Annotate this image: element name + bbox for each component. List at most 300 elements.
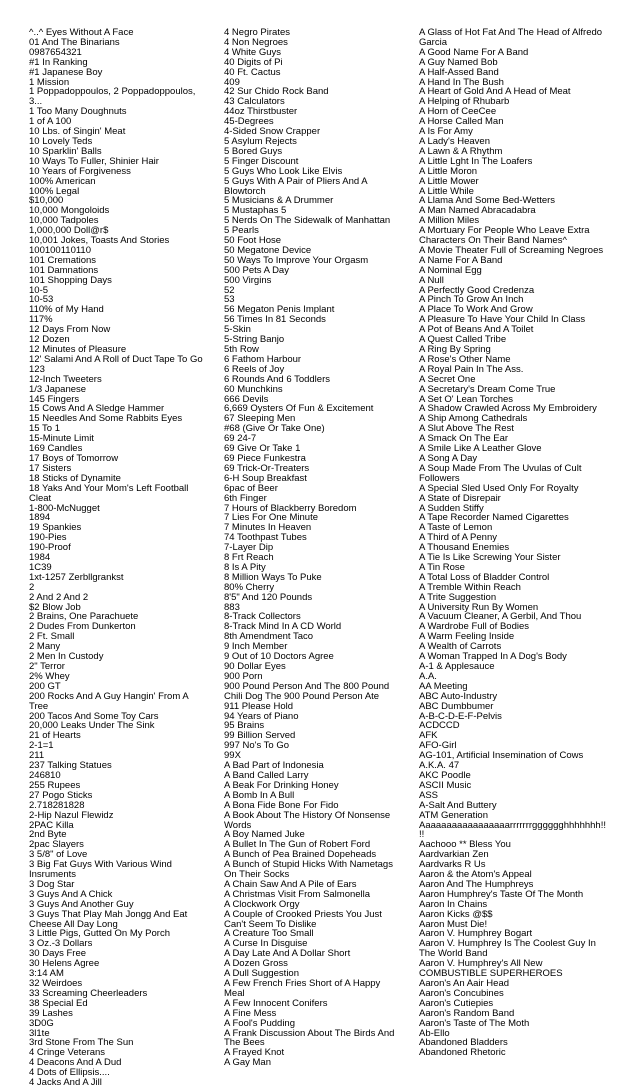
list-item: A Royal Pain In The Ass. xyxy=(419,363,524,375)
list-item: 1984 xyxy=(29,552,51,564)
list-item: 255 Rupees xyxy=(29,779,81,791)
list-item: 10 Sparklin' Balls xyxy=(29,145,102,157)
list-item: 7 Minutes In Heaven xyxy=(224,522,312,534)
list-item: 169 Candles xyxy=(29,443,83,455)
list-item: 43 Calculators xyxy=(224,96,285,108)
list-item: 200 Tacos And Some Toy Cars xyxy=(29,710,159,722)
list-item: 3l1te xyxy=(29,1027,50,1039)
list-item: AKC Poodle xyxy=(419,769,471,781)
list-item: #1 Japanese Boy xyxy=(29,66,103,78)
list-item: 2 Many xyxy=(29,641,61,653)
list-item: 6th Finger xyxy=(224,492,267,504)
list-item: 6 Rounds And 6 Toddlers xyxy=(224,373,330,385)
list-item: 5 Guys Who Look Like Elvis xyxy=(224,165,343,177)
list-item: Aaron's Cutiepies xyxy=(419,997,494,1009)
list-item: Aardvarkian Zen xyxy=(419,849,489,861)
list-item: 8-Track Mind In A CD World xyxy=(224,621,342,633)
list-item: 10 Lovely Teds xyxy=(29,135,93,147)
list-item: 8th Amendment Taco xyxy=(224,631,314,643)
list-item: 3D0G xyxy=(29,1017,54,1029)
list-item: A Little Lght In The Loafers xyxy=(419,155,533,167)
list-item: A Million Miles xyxy=(419,215,480,227)
list-item: A Ring By Spring xyxy=(419,344,491,355)
list-item: 3:14 AM xyxy=(29,968,64,980)
list-item: A Couple of Crooked Priests You Just Can't Seem To Dislike xyxy=(224,908,382,930)
list-item: 50 Ways To Improve Your Orgasm xyxy=(224,254,369,266)
list-item: A Little Mower xyxy=(419,175,479,187)
list-item: A Bomb In A Bull xyxy=(224,789,295,801)
list-item: AFO-Girl xyxy=(419,740,457,752)
list-item: A Secretary's Dream Come True xyxy=(419,383,556,395)
list-item: A Dull Suggestion xyxy=(224,968,299,980)
list-item: 4 Negro Pirates xyxy=(224,27,291,38)
list-item: 50 Megatone Device xyxy=(224,244,312,256)
list-item: 94 Years of Piano xyxy=(224,710,299,722)
list-item: A Place To Work And Grow xyxy=(419,304,533,316)
list-item: A Set O' Lean Torches xyxy=(419,393,514,405)
column-1 xyxy=(29,28,204,1088)
list-item: 2pac Slayers xyxy=(29,839,84,851)
list-item: A Bona Fide Bone For Fido xyxy=(224,799,339,811)
list-item: Aaaaaaaaaaaaaaaaarrrrrrrgggggghhhhhhh!!!! xyxy=(419,819,606,841)
list-item: 2nd Byte xyxy=(29,829,67,841)
list-item: 40 Ft. Cactus xyxy=(224,66,281,78)
list-item: 2 xyxy=(29,581,35,593)
list-item: 2% Whey xyxy=(29,670,70,682)
list-item: 1 Poppadoppoulos, 2 Poppadoppoulos, 3... xyxy=(29,86,196,108)
list-item: 4 Jacks And A Jill xyxy=(29,1077,102,1088)
list-item: 74 Toothpast Tubes xyxy=(224,532,307,544)
list-item: ASCII Music xyxy=(419,779,472,791)
list-item: 33 Screaming Cheerleaders xyxy=(29,987,148,999)
list-item: 12 Dozen xyxy=(29,334,70,346)
list-item: 7 Lies For One Minute xyxy=(224,512,318,524)
list-item: Aaron Kicks @$$ xyxy=(419,908,493,920)
list-item: Abandoned Rhetoric xyxy=(419,1047,506,1059)
list-item: A-1 & Applesauce xyxy=(419,661,495,672)
list-item: 90 Dollar Eyes xyxy=(224,661,286,672)
list-item: 6 Fathom Harbour xyxy=(224,353,302,365)
list-item: #1 In Ranking xyxy=(29,56,88,68)
list-item: A Good Name For A Band xyxy=(419,46,529,58)
list-item: A Book About The History Of Nonsense Words xyxy=(224,809,391,831)
list-item: A Trite Suggestion xyxy=(419,591,497,603)
list-item: 12-Inch Tweeters xyxy=(29,373,102,385)
list-item: 2 And 2 And 2 xyxy=(29,591,89,603)
list-item: Aaron & the Atom's Appeal xyxy=(419,869,532,881)
list-item: A Tremble Within Reach xyxy=(419,581,521,593)
list-item: A Secret One xyxy=(419,373,476,385)
list-item: 5 Bored Guys xyxy=(224,145,283,157)
list-item: A Frank Discussion About The Birds And The Bees xyxy=(224,1027,395,1049)
list-item: ASS xyxy=(419,789,439,801)
list-item: 44oz Thirstbuster xyxy=(224,106,298,118)
list-item: 15 Cows And A Sledge Hammer xyxy=(29,403,165,415)
list-item: 100% American xyxy=(29,175,96,187)
list-item: A Lawn & A Rhythm xyxy=(419,145,503,157)
list-item: 32 Weirdoes xyxy=(29,978,83,989)
list-item: 5th Row xyxy=(224,344,259,355)
list-item: 12 Minutes of Pleasure xyxy=(29,344,127,355)
list-item: 80% Cherry xyxy=(224,581,275,593)
list-item: 38 Special Ed xyxy=(29,997,88,1009)
list-item: A Horse Called Man xyxy=(419,116,504,128)
list-item: 1xt-1257 Zerbllgrankst xyxy=(29,571,124,583)
list-item: 4 White Guys xyxy=(224,46,282,58)
list-item: A Smile Like A Leather Glove xyxy=(419,443,542,455)
list-item: 56 Times In 81 Seconds xyxy=(224,314,326,326)
list-item: A Boy Named Juke xyxy=(224,829,305,841)
list-item: A Wardrobe Full of Bodies xyxy=(419,621,530,633)
list-item: 409 xyxy=(224,76,240,88)
list-item: 5 Mustaphas 5 xyxy=(224,205,287,217)
list-item: 5 Finger Discount xyxy=(224,155,299,167)
list-item: 3 Little Pigs, Gutted On My Porch xyxy=(29,928,170,940)
list-item: 110% of My Hand xyxy=(29,304,104,316)
list-item: $2 Blow Job xyxy=(29,601,81,613)
list-item: A Frayed Knot xyxy=(224,1047,285,1059)
list-item: 0987654321 xyxy=(29,46,82,58)
list-item: A Fool's Pudding xyxy=(224,1017,295,1029)
list-item: A Pot of Beans And A Toilet xyxy=(419,324,534,336)
list-item: A Slut Above The Rest xyxy=(419,423,514,435)
list-item: A.K.A. 47 xyxy=(419,760,460,772)
list-item: 15-Minute Limit xyxy=(29,433,94,445)
list-item: A Pinch To Grow An Inch xyxy=(419,294,524,306)
list-item: 3 Guys That Play Mah Jongg And Eat Cheese All Day Long xyxy=(29,908,188,930)
list-item: A Pleasure To Have Your Child In Class xyxy=(419,314,586,326)
list-item: 10,000 Tadpoles xyxy=(29,215,99,227)
list-item: 21 of Hearts xyxy=(29,730,81,742)
list-item: A Warm Feeling Inside xyxy=(419,631,515,643)
list-item: Aaron V. Humphrey Is The Coolest Guy In The World Band xyxy=(419,938,596,960)
list-item: 17 Boys of Tomorrow xyxy=(29,452,119,464)
list-item: A Soup Made From The Uvulas of Cult Followers xyxy=(419,462,582,484)
list-item: 27 Pogo Sticks xyxy=(29,789,93,801)
list-item: ^..^ Eyes Without A Face xyxy=(29,27,134,38)
list-item: AFK xyxy=(419,730,438,742)
list-item: A Song A Day xyxy=(419,452,478,464)
list-item: A Vacuum Cleaner, A Gerbil, And Thou xyxy=(419,611,582,623)
list-item: 4 Deacons And A Dud xyxy=(29,1057,122,1069)
list-item: 2" Terror xyxy=(29,661,65,672)
list-item: A Glass of Hot Fat And The Head of Alfredo Garcia xyxy=(419,27,603,48)
list-item: 5 Musicians & A Drummer xyxy=(224,195,334,207)
list-item: 200 Rocks And A Guy Hangin' From A Tree xyxy=(29,690,189,712)
list-item: 8 Frt Reach xyxy=(224,552,274,564)
list-item: 500 Virgins xyxy=(224,274,272,286)
list-item: A Special Sled Used Only For Royalty xyxy=(419,482,579,494)
list-item: 42 Sur Chido Rock Band xyxy=(224,86,329,98)
list-item: ATM Generation xyxy=(419,809,488,821)
list-item: Aaron V. Humphrey's All New COMBUSTIBLE SUPERHEROES xyxy=(419,958,563,980)
list-item: A Bullet In The Gun of Robert Ford xyxy=(224,839,371,851)
list-item: 8'5" And 120 Pounds xyxy=(224,591,313,603)
list-item: Aaron's Random Band xyxy=(419,1007,515,1019)
list-item: 190-Pies xyxy=(29,532,67,544)
list-item: A Llama And Some Bed-Wetters xyxy=(419,195,556,207)
list-item: A Bad Part of Indonesia xyxy=(224,760,324,772)
list-item: 8 Million Ways To Puke xyxy=(224,571,322,583)
list-item: 2 Brains, One Parachuete xyxy=(29,611,139,623)
list-item: Aaron Humphrey's Taste Of The Month xyxy=(419,888,584,900)
list-item: 883 xyxy=(224,601,240,613)
list-item: 10-5 xyxy=(29,284,49,296)
list-item: 12 Days From Now xyxy=(29,324,111,336)
list-item: 53 xyxy=(224,294,235,306)
list-item: 01 And The Binarians xyxy=(29,36,120,48)
column-3 xyxy=(419,28,607,1058)
list-item: A Clockwork Orgy xyxy=(224,898,300,910)
list-item: Aachooo ** Bless You xyxy=(419,839,511,851)
list-item: A Christmas Visit From Salmonella xyxy=(224,888,371,900)
list-item: A Thousand Enemies xyxy=(419,542,510,554)
list-item: A Ship Among Cathedrals xyxy=(419,413,528,425)
list-item: A Little While xyxy=(419,185,474,197)
list-item: 6-H Soup Breakfast xyxy=(224,472,307,484)
list-item: #68 (Give Or Take One) xyxy=(224,423,325,435)
column-2 xyxy=(224,28,399,1068)
list-item: 9 Out of 10 Doctors Agree xyxy=(224,651,334,663)
list-item: 4 Dots of Ellipsis.... xyxy=(29,1067,110,1079)
list-item: 2-Hip Nazul Flewidz xyxy=(29,809,114,821)
list-item: A Mortuary For People Who Leave Extra Characters On Their Band Names^ xyxy=(419,225,590,247)
list-item: 4 Non Negroes xyxy=(224,36,288,48)
list-item: 1894 xyxy=(29,512,51,524)
list-item: 30 Helens Agree xyxy=(29,958,100,970)
list-item: A Rose's Other Name xyxy=(419,353,511,365)
list-item: 2 Ft. Small xyxy=(29,631,75,643)
list-item: A Day Late And A Dollar Short xyxy=(224,948,351,960)
list-item: 666 Devils xyxy=(224,393,269,405)
list-item: A Shadow Crawled Across My Embroidery xyxy=(419,403,597,415)
list-item: Aardvarks R Us xyxy=(419,859,486,871)
list-item: 5-Skin xyxy=(224,324,251,336)
list-item: 2 Men In Custody xyxy=(29,651,104,663)
list-item: 7 Hours of Blackberry Boredom xyxy=(224,502,357,514)
list-item: A Sudden Stiffy xyxy=(419,502,484,514)
list-item: 99 Billion Served xyxy=(224,730,296,742)
list-item: 69 Give Or Take 1 xyxy=(224,443,301,455)
list-item: A Hand In The Bush xyxy=(419,76,504,88)
list-item: 1/3 Japanese xyxy=(29,383,87,395)
list-item: A Man Named Abracadabra xyxy=(419,205,536,217)
list-item: A Null xyxy=(419,274,444,286)
list-item: 101 Cremations xyxy=(29,254,97,266)
list-item: 3rd Stone From The Sun xyxy=(29,1037,134,1049)
list-item: 4-Sided Snow Crapper xyxy=(224,126,321,138)
list-item: 10 Lbs. of Singin' Meat xyxy=(29,126,126,138)
list-item: 123 xyxy=(29,363,45,375)
list-item: A Is For Amy xyxy=(419,126,473,138)
list-item: 19 Spankies xyxy=(29,522,82,534)
list-item: 1 of A 100 xyxy=(29,116,72,128)
list-item: 3 5/8" of Love xyxy=(29,849,88,861)
list-item: A Helping of Rhubarb xyxy=(419,96,510,108)
list-item: 18 Yaks And Your Mom's Left Football Cleat xyxy=(29,482,189,504)
list-item: A Lady's Heaven xyxy=(419,135,490,147)
list-item: 60 Munchkins xyxy=(224,383,283,395)
list-item: 50 Foot Hose xyxy=(224,235,282,247)
list-item: A Horn of CeeCee xyxy=(419,106,497,118)
list-item: 30 Days Free xyxy=(29,948,87,960)
list-item: A-B-C-D-E-F-Pelvis xyxy=(419,710,502,722)
list-item: A Third of A Penny xyxy=(419,532,497,544)
list-item: A Heart of Gold And A Head of Meat xyxy=(419,86,571,98)
list-item: A Tape Recorder Named Cigarettes xyxy=(419,512,569,524)
list-item: 101 Shopping Days xyxy=(29,274,112,286)
list-item: A Total Loss of Bladder Control xyxy=(419,571,550,583)
list-item: 190-Proof xyxy=(29,542,71,554)
list-item: 500 Pets A Day xyxy=(224,264,289,276)
list-item: 3 Guys And Another Guy xyxy=(29,898,134,910)
list-item: A Gay Man xyxy=(224,1057,271,1069)
list-item: 1C39 xyxy=(29,561,52,573)
list-item: Aaron In Chains xyxy=(419,898,488,910)
list-item: 1-800-McNugget xyxy=(29,502,100,514)
list-item: 10 Ways To Fuller, Shinier Hair xyxy=(29,155,159,167)
list-item: 101 Damnations xyxy=(29,264,99,276)
list-item: 10 Years of Forgiveness xyxy=(29,165,131,177)
list-item: A Half-Assed Band xyxy=(419,66,499,78)
list-item: 246810 xyxy=(29,769,61,781)
list-item: 5 Asylum Rejects xyxy=(224,135,297,147)
list-item: 5-String Banjo xyxy=(224,334,285,346)
list-item: 15 To 1 xyxy=(29,423,60,435)
list-item: A State of Disrepair xyxy=(419,492,501,504)
list-item: A Woman Trapped In A Dog's Body xyxy=(419,651,567,663)
list-item: AG-101, Artificial Insemination of Cows xyxy=(419,750,584,762)
list-item: 67 Sleeping Men xyxy=(224,413,296,425)
list-item: Aaron's An Aair Head xyxy=(419,978,510,989)
list-item: 18 Sticks of Dynamite xyxy=(29,472,121,484)
list-item: A-Salt And Buttery xyxy=(419,799,497,811)
list-item: 2-1=1 xyxy=(29,740,54,752)
list-item: A Bunch of Pea Brained Dopeheads xyxy=(224,849,377,861)
list-item: 6pac of Beer xyxy=(224,482,278,494)
list-item: Aaron Must Die! xyxy=(419,918,488,930)
list-item: 145 Fingers xyxy=(29,393,80,405)
list-item: A Band Called Larry xyxy=(224,769,309,781)
list-item: 56 Megaton Penis Implant xyxy=(224,304,335,316)
list-item: 900 Pound Person And The 800 Pound Chili Dog The 900 Pound Person Ate xyxy=(224,680,390,702)
list-item: A Perfectly Good Credenza xyxy=(419,284,535,296)
list-item: 9 Inch Member xyxy=(224,641,288,653)
list-item: 3 Big Fat Guys With Various Wind Insruments xyxy=(29,859,172,881)
list-item: A Movie Theater Full of Screaming Negroes xyxy=(419,244,604,256)
list-item: 8 Is A Pity xyxy=(224,561,266,573)
list-item: A Guy Named Bob xyxy=(419,56,498,68)
list-item: Aaron And The Humphreys xyxy=(419,878,534,890)
list-item: 211 xyxy=(29,750,45,762)
list-item: A Tie Is Like Screwing Your Sister xyxy=(419,552,561,564)
list-item: 100% Legal xyxy=(29,185,80,197)
list-item: 100100110110 xyxy=(29,244,91,256)
list-item: 3 Dog Star xyxy=(29,878,75,890)
list-item: 17 Sisters xyxy=(29,462,72,474)
list-item: 1,000,000 Doll@r$ xyxy=(29,225,109,237)
list-item: A Bunch of Stupid Hicks With Nametags On Their Socks xyxy=(224,859,393,881)
list-item: Aaron's Taste of The Moth xyxy=(419,1017,530,1029)
list-item: 6,669 Oysters Of Fun & Excitement xyxy=(224,403,374,415)
list-item: 5 Pearls xyxy=(224,225,259,237)
list-item: 1 Mission xyxy=(29,76,70,88)
list-item: A Dozen Gross xyxy=(224,958,288,970)
list-item: A Nominal Egg xyxy=(419,264,482,276)
list-item: 237 Talking Statues xyxy=(29,760,112,772)
list-item: Ab-Ello xyxy=(419,1027,450,1039)
list-item: 5 Nerds On The Sidewalk of Manhattan xyxy=(224,215,391,227)
list-item: A Smack On The Ear xyxy=(419,433,509,445)
list-item: A Little Moron xyxy=(419,165,478,177)
list-item: 69 Piece Funkestra xyxy=(224,452,306,464)
list-item: 12' Salami And A Roll of Duct Tape To Go xyxy=(29,353,203,365)
list-item: A Quest Called Tribe xyxy=(419,334,507,346)
list-item: 10,001 Jokes, Toasts And Stories xyxy=(29,235,170,247)
list-item: 200 GT xyxy=(29,680,61,692)
list-item: A University Run By Women xyxy=(419,601,539,613)
list-item: 997 No's To Go xyxy=(224,740,290,752)
list-item: 1 Too Many Doughnuts xyxy=(29,106,127,118)
list-item: 4 Cringe Veterans xyxy=(29,1047,106,1059)
list-item: 20,000 Leaks Under The Sink xyxy=(29,720,155,732)
list-item: 45-Degrees xyxy=(224,116,274,128)
list-item: A.A. xyxy=(419,670,437,682)
list-item: A Wealth of Carrots xyxy=(419,641,502,653)
list-item: 5 Guys With A Pair of Pliers And A Blowtorch xyxy=(224,175,368,197)
list-item: 10-53 xyxy=(29,294,54,306)
list-item: 8-Track Collectors xyxy=(224,611,301,623)
list-item: ABC Dumbbumer xyxy=(419,700,494,712)
list-item: 3 Oz.-3 Dollars xyxy=(29,938,93,950)
list-item: 95 Brains xyxy=(224,720,265,732)
list-item: A Few French Fries Short of A Happy Meal xyxy=(224,978,381,999)
list-item: Aaron's Concubines xyxy=(419,987,504,999)
list-item: 6 Reels of Joy xyxy=(224,363,285,375)
list-item: ACDCCD xyxy=(419,720,460,732)
list-item: A Creature Too Small xyxy=(224,928,314,940)
list-item: ABC Auto-Industry xyxy=(419,690,498,702)
list-item: A Name For A Band xyxy=(419,254,503,266)
list-item: A Chain Saw And A Pile of Ears xyxy=(224,878,357,890)
list-item: A Few Innocent Conifers xyxy=(224,997,328,1009)
list-item: 52 xyxy=(224,284,235,296)
list-item: 40 Digits of Pi xyxy=(224,56,283,68)
list-item: 69 24-7 xyxy=(224,433,257,445)
list-item: A Fine Mess xyxy=(224,1007,277,1019)
list-item: 900 Porn xyxy=(224,670,263,682)
list-item: A Taste of Lemon xyxy=(419,522,493,534)
list-item: 117% xyxy=(29,314,53,326)
list-item: 15 Needles And Some Rabbits Eyes xyxy=(29,413,183,425)
list-item: 2PAC Killa xyxy=(29,819,74,831)
list-item: 39 Lashes xyxy=(29,1007,73,1019)
list-item: A Tin Rose xyxy=(419,561,465,573)
list-item: $10,000 xyxy=(29,195,64,207)
list-item: 69 Trick-Or-Treaters xyxy=(224,462,310,474)
list-item: 10,000 Mongoloids xyxy=(29,205,110,217)
list-item: Abandoned Bladders xyxy=(419,1037,508,1049)
list-item: Aaron V. Humphrey Bogart xyxy=(419,928,533,940)
list-item: 3 Guys And A Chick xyxy=(29,888,113,900)
list-item: AA Meeting xyxy=(419,680,468,692)
list-item: 911 Please Hold xyxy=(224,700,294,712)
list-item: A Curse In Disguise xyxy=(224,938,308,950)
list-item: 7-Layer Dip xyxy=(224,542,274,554)
list-item: 2 Dudes From Dunkerton xyxy=(29,621,136,633)
list-item: 99X xyxy=(224,750,241,762)
list-item: 2.718281828 xyxy=(29,799,85,811)
